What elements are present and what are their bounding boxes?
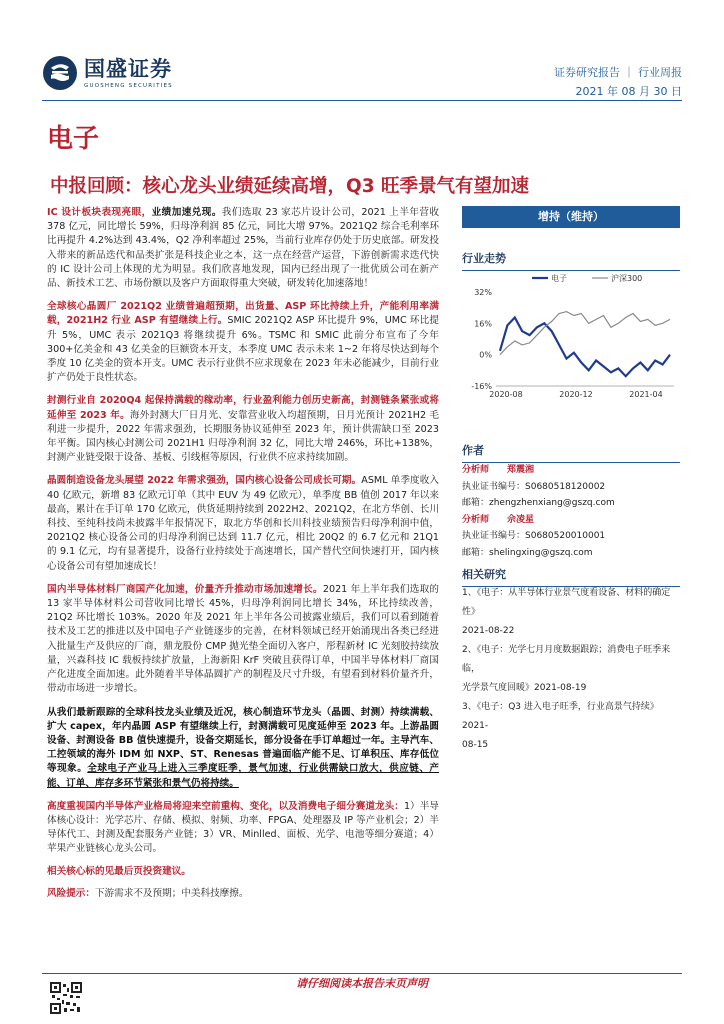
paragraph-equipment — [47, 474, 439, 573]
trend-chart-svg — [462, 270, 680, 406]
analyst-cert: 执业证书编号：S0680518120002 — [462, 481, 606, 492]
body-text: 我们选取 23 家芯片设计公司，2021 上半年营收 378 亿元，同比增长 59%，归母净利润 85 亿元，同比大增 97%。2021Q2 综合毛利率环比再提升 4.2%达到 43.4%，Q2 净利率超过 25%，当前行业库存仍处于历史底部。研发投入带来的新品迭代和品类扩张是科技企业之本，这一点在经营产运营，下游创新需求迭代快的 IC 设计公司上体现的尤为明显。我们欣喜地发现，国内已经出现了一批优质公司在新产品、新技术工艺、市场份额以及客户方面取得重大突破，研发转化加速落地！ — [47, 207, 440, 290]
related-line[interactable]: 3、《电子：Q3 进入电子旺季，行业高景气持续》2021- — [462, 702, 659, 731]
related-line: 光学景气度回暖》2021-08-19 — [462, 683, 587, 693]
highlight: 相关核心标的见最后页投资建议。 — [47, 865, 191, 877]
company-logo — [42, 55, 173, 91]
trend-chart — [462, 270, 680, 406]
highlight: 晶圆制造设备龙头展望 2022 年需求强劲，国内核心设备公司成长可期。 — [47, 475, 362, 487]
paragraph-targets — [47, 865, 439, 879]
analyst-cert: 执业证书编号：S0680520010001 — [462, 531, 606, 541]
paragraph-materials — [47, 583, 439, 697]
logo-english-name: GUOSHENG SECURITIES — [84, 83, 173, 89]
report-date: 2021 年 08 月 30 日 — [575, 85, 682, 98]
analyst-role: 分析师 — [462, 514, 490, 525]
trend-heading: 行业走势 — [462, 250, 680, 271]
footer-divider — [42, 973, 682, 974]
qr-code-icon — [50, 982, 82, 1014]
highlight: 高度重视国内半导体产业格局将迎来空前重构、变化，以及消费电子细分赛道龙头： — [47, 800, 404, 812]
logo-chinese-name: 国盛证券 — [84, 57, 172, 81]
related-research-list — [462, 584, 680, 755]
main-content — [47, 206, 439, 909]
analyst-name: 佘凌星 — [507, 514, 535, 525]
related-line[interactable]: 2、《电子：光学七月月度数据跟踪；消费电子旺季来临， — [462, 645, 671, 674]
author-block — [462, 462, 680, 561]
bold: 从我们最新跟踪的全球科技龙头业绩及近况，核心制造环节龙头（晶圆、封测）持续满载、扩大 capex，年内晶圆 ASP 有望继续上行，封测满载可见度延伸至 2023 年。上游晶圆设备、封测设备 BB 值快速提升，设备交期延长，部分设备在手订单超过一年。主导汽车、工控领域的海外 IDM 如 NXP、ST、Renesas 普遍面临产能不足、订单积压、库存低位等现象。 — [47, 706, 439, 775]
y-tick-label: 16% — [474, 319, 492, 329]
analyst-email[interactable]: 邮箱：shelingxing@gszq.com — [462, 547, 593, 558]
footer-disclaimer: 请仔细阅读本报告末页声明 — [296, 977, 428, 990]
y-tick-label: 32% — [474, 288, 492, 297]
paragraph-risk — [47, 887, 439, 901]
highlight: 全球核心晶圆厂 2021Q2 业绩普遍超预期，出货量、ASP 环比持续上升，产能利用率满载，2021H2 行业 ASP 有望继续上行。 — [47, 301, 439, 327]
risk-text: 下游需求不及预期；中美科技摩擦。 — [94, 887, 249, 899]
rating-badge: 增持（维持） — [462, 206, 680, 228]
header-divider — [42, 100, 682, 101]
x-tick-label: 2020-12 — [559, 390, 593, 399]
bold: 业绩加速兑现。 — [151, 207, 222, 218]
report-type: 证券研究报告 ｜ 行业周报 — [554, 66, 682, 79]
analyst-2 — [462, 512, 680, 529]
risk-label: 风险提示： — [47, 887, 95, 899]
body-text: 2021 年上半年我们选取的 13 家半导体材料公司营收同比增长 45%，归母净利润同比增长 34%，环比持续改善，21Q2 环比增长 103%。2020 年及 2021 年上半年各公司披露业绩后，我们可以看到随着技术及工艺的推进以及中国电子产业链逐步的完善，在材料领域已经开始涌现出各类已经进入批量生产及供应的厂商，鼎龙股份 CMP 抛光垫全面切入客户，彤程新材 IC 光刻胶持续放量，兴森科技 IC 载板持续扩放量，上海新阳 KrF 突破且获得订单，中国半导体材料厂商国产化进度全面加速。此外随着半导体晶圆扩产的制程及尺寸升级，有望看到材料价量齐升，带动市场进一步增长。 — [47, 583, 440, 695]
related-heading: 相关研究 — [462, 566, 680, 587]
body-text: SMIC 2021Q2 ASP 环比提升 9%，UMC 环比提升 5%，UMC 表示 2021Q3 将继续提升 6%。TSMC 和 SMIC 此前分布宣布了今年 300+亿美金和 43 亿美金的巨额资本开支，本季度 UMC 表示未来 1~2 年将尽快达到每个季度 10 亿美金的资本开支。UMC 表示行业供不应求现象在 2023 年未必能减少，目前行业扩产仍处于良性状态。 — [47, 315, 439, 384]
highlight: IC 设计板块表现亮眼， — [47, 207, 152, 218]
legend-label: 电子 — [551, 274, 567, 283]
x-tick-label: 2021-04 — [629, 390, 663, 399]
section-title: 电子 — [47, 124, 100, 154]
analyst-name: 郑震湘 — [507, 465, 535, 475]
analyst-email[interactable]: 邮箱：zhengzhenxiang@gszq.com — [462, 498, 615, 508]
author-heading: 作者 — [462, 442, 680, 463]
analyst-role: 分析师 — [462, 465, 490, 475]
legend-label: 沪深300 — [611, 274, 643, 283]
underlined: 全球电子产业马上进入三季度旺季，景气加速，行业供需缺口放大，供应链、产能、订单、库存多环节紧张和景气仍将持续。 — [47, 763, 440, 789]
related-line: 08-15 — [462, 740, 489, 750]
report-title: 中报回顾：核心龙头业绩延续高增，Q3 旺季景气有望加速 — [50, 176, 530, 197]
paragraph-packaging — [47, 394, 439, 465]
y-tick-label: -16% — [471, 382, 492, 391]
paragraph-global-trend — [47, 706, 439, 791]
analyst-1 — [462, 462, 680, 479]
y-tick-label: 0% — [479, 350, 492, 360]
x-tick-label: 2020-08 — [489, 390, 523, 399]
related-line[interactable]: 1、《电子：从半导体行业景气度看设备、材料的确定性》 — [462, 588, 671, 617]
related-line: 2021-08-22 — [462, 626, 515, 636]
guosheng-logo-icon — [42, 55, 78, 91]
series-line-electronics — [500, 318, 670, 377]
body-text: ASML 单季度收入 40 亿欧元，新增 83 亿欧元订单（其中 EUV 为 49 亿欧元），单季度 BB 值创 2017 年以来最高，累计在手订单 170 亿欧元，供货延期持续到 2022H2、2021Q2，在北方华创、长川科技、至纯科技尚未披露半年报情况下，取北方华创和长川科技业绩预告归母净利润中值，2021Q2 核心设备公司的归母净利润已达到 11.7 亿元，相比 20Q2 的 6.7 亿元和 21Q1 的 9.1 亿元，均有显著提升，设备行业持续处于高速增长，国产替代空间快速打开，国内核心设备公司有望加速成长！ — [47, 475, 439, 572]
highlight: 国内半导体材料厂商国产化加速，价量齐升推动市场加速增长。 — [47, 583, 323, 595]
paragraph-ic-design — [47, 206, 439, 291]
highlight: 封测行业自 2020Q4 起保持满载的稼动率，行业盈利能力创历史新高，封测链条紧张或将延伸至 2023 年。 — [47, 395, 439, 421]
paragraph-focus — [47, 800, 439, 857]
paragraph-foundry — [47, 300, 439, 385]
body-text: 1）半导体核心设计：光学芯片、存储、模拟、射频、功率、FPGA、处理器及 IP 等产业机会；2）半导体代工、封测及配套服务产业链；3）VR、Minlled、面板、光学、电池等细分赛道；4）苹果产业链核心龙头公司。 — [47, 800, 439, 855]
body-text: 海外封测大厂日月光、安靠营业收入均超预期，日月光预计 2021H2 毛利进一步提升，2022 年需求强劲，长期服务协议延伸至 2023 年，预计供需缺口至 2023 年平衡。国内核心封测公司 2021H1 归母净利润 32 亿，同比大增 246%，环比+138%，封测产业链受限于设备、基板、引线框等原因，行业供不应求持续加剧。 — [47, 409, 439, 464]
